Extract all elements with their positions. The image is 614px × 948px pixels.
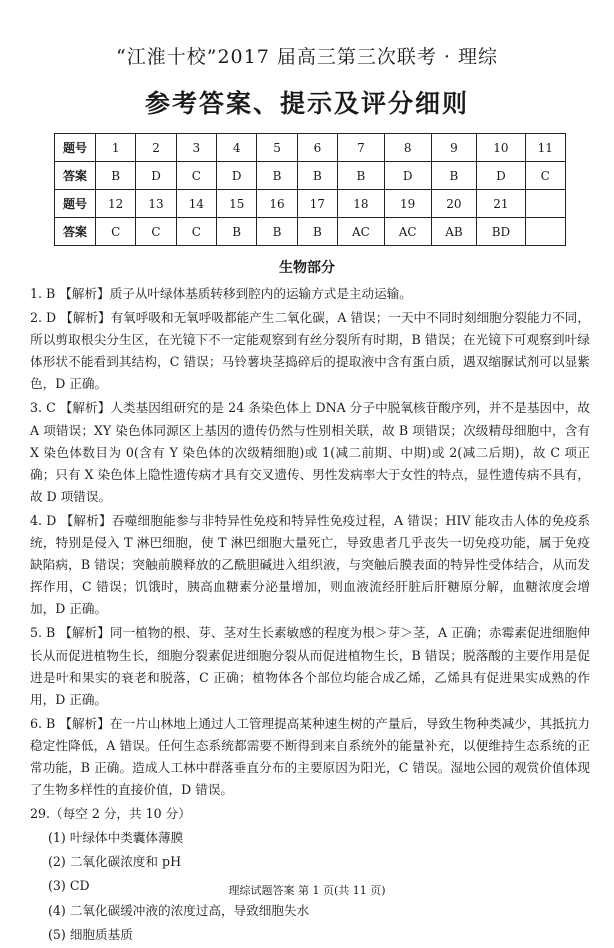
explanations-body bbox=[30, 283, 590, 948]
question-number: 19 bbox=[384, 190, 431, 218]
question-number: 15 bbox=[217, 190, 257, 218]
q29-answer: (2) 二氧化碳浓度和 pH bbox=[48, 854, 182, 870]
page-footer: 理综试题答案 第 1 页(共 11 页) bbox=[228, 884, 386, 897]
question-number: 16 bbox=[257, 190, 297, 218]
q29-answer: (4) 二氧化碳缓冲液的浓度过高，导致细胞失水 bbox=[48, 902, 310, 918]
question-number: 8 bbox=[384, 134, 431, 162]
explanation-item: 3. C 【解析】人类基因组研究的是 24 条染色体上 DNA 分子中脱氧核苷酸序列，并不是基因中，故 A 项错误；XY 染色体同源区上基因的遗传仍然与性别相关联，故 B 项错误；次级精母细胞中，含有 X 染色体数目为 0(含有 Y 染色体的次级精细胞)或 1(减二前期、中期)或 2(减二后期)，故 C 项正确；只有 X 染色体上隐性遗传病才具有交叉遗传、男性发病率大于女性的特点，显性遗传病不具有，故 D 项错误。 bbox=[30, 400, 590, 504]
question-number: 21 bbox=[477, 190, 525, 218]
question-number: 6 bbox=[297, 134, 337, 162]
answer-cell: BD bbox=[477, 218, 525, 246]
answer-cell: B bbox=[338, 162, 385, 190]
empty-cell bbox=[525, 190, 565, 218]
row-label-question: 题号 bbox=[55, 190, 96, 218]
answer-cell: B bbox=[257, 218, 297, 246]
table-row-numbers-1 bbox=[55, 134, 566, 162]
table-row-numbers-2 bbox=[55, 190, 566, 218]
answer-cell: B bbox=[96, 162, 136, 190]
question-number: 18 bbox=[338, 190, 385, 218]
answer-cell: B bbox=[257, 162, 297, 190]
explanation-item: 4. D 【解析】吞噬细胞能参与非特异性免疫和特异性免疫过程，A 错误；HIV 能攻击人体的免疫系统，特别是侵入 T 淋巴细胞，使 T 淋巴细胞大量死亡，导致患者几乎丧失一切免疫功能，属于免疫缺陷病，B 错误；突触前膜释放的乙酰胆碱进入组织液，与突触后膜表面的特异性受体结合，从而发挥作用，C 错误；饥饿时，胰高血糖素分泌量增加，则血液流经肝脏后肝糖原分解，血糖浓度会增加，D 正确。 bbox=[30, 512, 590, 617]
q29-answer: (1) 叶绿体中类囊体薄膜 bbox=[48, 830, 184, 846]
answer-cell: D bbox=[384, 162, 431, 190]
q29-answer: (5) 细胞质基质 bbox=[48, 926, 133, 942]
question-number: 4 bbox=[217, 134, 257, 162]
q29-answer: (3) CD bbox=[48, 878, 90, 894]
answer-cell: AB bbox=[431, 218, 477, 246]
table-row-answers-2 bbox=[55, 218, 566, 246]
table-row-answers-1 bbox=[55, 162, 566, 190]
q29-header: 29.（每空 2 分，共 10 分） bbox=[30, 806, 191, 822]
question-number: 17 bbox=[297, 190, 337, 218]
question-number: 11 bbox=[525, 134, 565, 162]
question-number: 13 bbox=[136, 190, 176, 218]
question-number: 1 bbox=[96, 134, 136, 162]
answer-cell: C bbox=[176, 218, 216, 246]
empty-cell bbox=[525, 218, 565, 246]
row-label-question: 题号 bbox=[55, 134, 96, 162]
question-number: 7 bbox=[338, 134, 385, 162]
question-number: 2 bbox=[136, 134, 176, 162]
answer-cell: B bbox=[217, 218, 257, 246]
question-number: 9 bbox=[431, 134, 477, 162]
answer-cell: C bbox=[96, 218, 136, 246]
explanation-item: 5. B 【解析】同一植物的根、芽、茎对生长素敏感的程度为根＞芽＞茎，A 正确；赤霉素促进细胞伸长从而促进植物生长，细胞分裂素促进细胞分裂从而促进植物生长，B 错误；脱落酸的主要作用是促进是叶和果实的衰老和脱落，C 正确；植物体各个部位均能合成乙烯，乙烯具有促进果实成熟的作用，D 正确。 bbox=[30, 625, 590, 707]
answer-cell: C bbox=[525, 162, 565, 190]
question-number: 3 bbox=[176, 134, 216, 162]
question-number: 12 bbox=[96, 190, 136, 218]
row-label-answer: 答案 bbox=[55, 162, 96, 190]
answer-cell: AC bbox=[384, 218, 431, 246]
answer-cell: B bbox=[297, 218, 337, 246]
row-label-answer: 答案 bbox=[55, 218, 96, 246]
answer-table bbox=[54, 133, 566, 246]
question-number: 10 bbox=[477, 134, 525, 162]
explanation-item: 2. D 【解析】有氧呼吸和无氧呼吸都能产生二氧化碳，A 错误；一天中不同时刻细胞分裂能力不同，所以剪取根尖分生区，在光镜下不一定能观察到有丝分裂所有时期，B 错误；在光镜下可观察到叶绿体形状不能看到其结构，C 错误；马铃薯块茎捣碎后的提取液中含有蛋白质，遇双缩脲试剂可以显紫色，D 正确。 bbox=[30, 310, 590, 392]
answer-cell: D bbox=[477, 162, 525, 190]
answer-key-subtitle: 参考答案、提示及评分细则 bbox=[144, 89, 469, 118]
question-number: 20 bbox=[431, 190, 477, 218]
explanation-item: 6. B 【解析】在一片山林地上通过人工管理提高某种速生树的产量后，导致生物种类减少，其抵抗力稳定性降低，A 错误。任何生态系统都需要不断得到来自系统外的能量补充，以便维持生态系统的正常功能，B 正确。造成人工林中群落垂直分布的主要原因为阳光，C 错误。湿地公园的观赏价值体现了生物多样性的直接价值，D 错误。 bbox=[30, 715, 590, 798]
answer-cell: C bbox=[176, 162, 216, 190]
question-number: 5 bbox=[257, 134, 297, 162]
answer-cell: B bbox=[431, 162, 477, 190]
section-title-biology: 生物部分 bbox=[279, 260, 335, 276]
question-number: 14 bbox=[176, 190, 216, 218]
answer-cell: B bbox=[297, 162, 337, 190]
answer-cell: D bbox=[217, 162, 257, 190]
answer-cell: D bbox=[136, 162, 176, 190]
exam-title: “江淮十校”2017 届高三第三次联考 · 理综 bbox=[116, 46, 498, 68]
answer-cell: C bbox=[136, 218, 176, 246]
explanation-item: 1. B 【解析】质子从叶绿体基质转移到腔内的运输方式是主动运输。 bbox=[30, 286, 412, 301]
answer-cell: AC bbox=[338, 218, 385, 246]
